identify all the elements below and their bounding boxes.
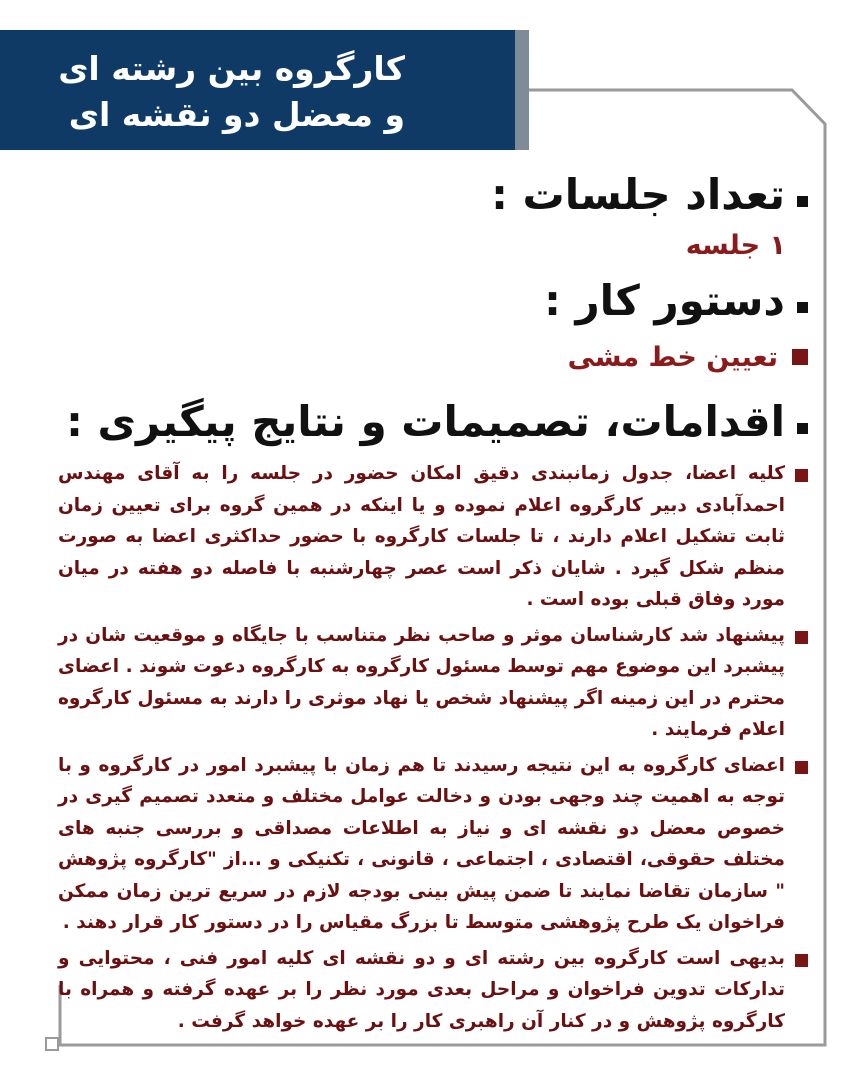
list-item bbox=[58, 458, 808, 616]
list-item-text: پیشنهاد شد کارشناسان موثر و صاحب نظر متناسب با جایگاه و موقعیت شان در پیشبرد این موضوع مهم توسط مسئول کارگروه به کارگروه دعوت شوند . اعضای محترم در این زمینه اگر پیشنهاد شخص یا نهاد موثری را دارند به مسئول کارگروه اعلام فرمایند . bbox=[58, 624, 785, 740]
title-line-2: و معضل دو نقشه ای bbox=[68, 95, 405, 134]
list-item bbox=[58, 620, 808, 746]
actions-list bbox=[58, 458, 808, 1037]
frame-corner-square bbox=[46, 1038, 58, 1050]
sessions-heading-text: تعداد جلسات : bbox=[491, 169, 785, 219]
agenda-item-text: تعیین خط مشی bbox=[567, 341, 778, 373]
bullet-square-icon bbox=[797, 196, 808, 207]
actions-heading bbox=[58, 388, 808, 454]
agenda-heading bbox=[58, 268, 808, 332]
bullet-square-icon bbox=[792, 349, 808, 365]
report-content bbox=[58, 162, 808, 1041]
title-banner bbox=[0, 30, 515, 150]
title-banner-shadow bbox=[515, 30, 529, 150]
bullet-square-icon bbox=[797, 302, 808, 313]
sessions-count: ۱ جلسه bbox=[685, 230, 786, 261]
bullet-square-icon bbox=[795, 761, 808, 774]
bullet-square-icon bbox=[795, 631, 808, 644]
bullet-square-icon bbox=[795, 954, 808, 967]
list-item bbox=[58, 750, 808, 939]
list-item-text: کلیه اعضا، جدول زمانبندی دقیق امکان حضور در جلسه را به آقای مهندس احمدآبادی دبیر کارگروه اعلام نموده و یا اینکه در همین گروه برای تعیین زمان ثابت تشکیل اعلام دارند ، تا جلسات کارگروه با حضور حداکثری اعضا به صورت منظم شکل گیرد . شایان ذکر است عصر چهارشنبه با فاصله دو هفته در میان مورد وفاق قبلی بوده است . bbox=[58, 463, 785, 610]
bullet-square-icon bbox=[797, 423, 808, 434]
agenda-heading-text: دستور کار : bbox=[544, 275, 785, 325]
list-item-text: بدیهی است کارگروه بین رشته ای و دو نقشه ای کلیه امور فنی ، محتوایی و تدارکات تدوین فراخوان و مراحل بعدی مورد نظر را بر عهده گرفته و همراه با کارگروه پژوهش و در کنار آن راهبری کار را بر عهده خواهد گرفت . bbox=[58, 947, 785, 1032]
bullet-square-icon bbox=[795, 469, 808, 482]
list-item-text: اعضای کارگروه به این نتیجه رسیدند تا هم زمان با پیشبرد امور در کارگروه و با توجه به اهمیت چند وجهی بودن و دخالت عوامل مختلف و متعدد تصمیم گیری در خصوص معضل دو نقشه ای و نیاز به اطلاعات مصداقی و بررسی جنبه های مختلف حقوقی، اقتصادی ، اجتماعی ، قانونی ، تکنیکی و ...از "کارگروه پژوهش " سازمان تقاضا نمایند تا ضمن پیش بینی بودجه لازم در سریع ترین زمان ممکن فراخوان یک طرح پژوهشی متوسط تا بزرگ مقیاس را در دستور کار قرار دهند . bbox=[58, 754, 785, 933]
actions-heading-text: اقدامات، تصمیمات و نتایج پیگیری : bbox=[66, 396, 785, 446]
sessions-heading bbox=[58, 162, 808, 226]
list-item bbox=[58, 943, 808, 1038]
title-line-1: کارگروه بین رشته ای bbox=[58, 49, 405, 88]
agenda-item bbox=[58, 332, 808, 382]
